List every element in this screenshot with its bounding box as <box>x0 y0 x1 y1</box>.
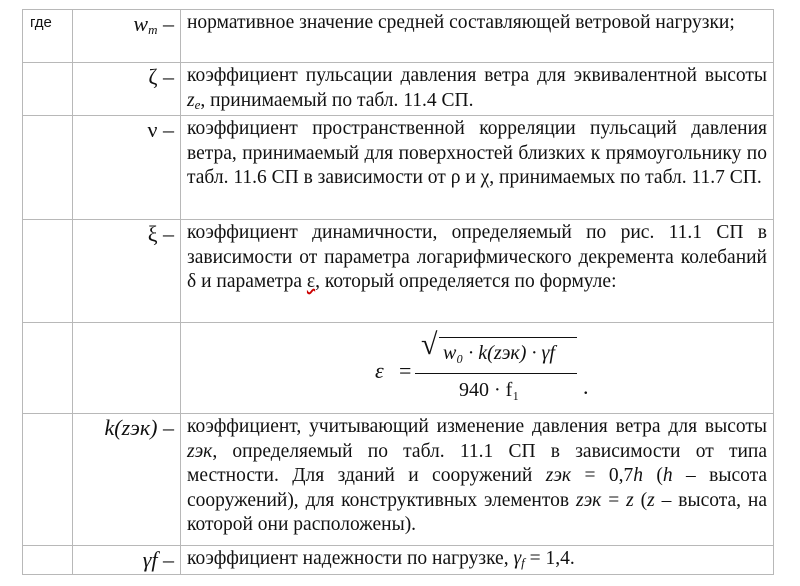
where-text: где <box>30 14 52 31</box>
var-z: z <box>187 89 195 111</box>
dash: – <box>163 64 174 89</box>
fraction-bar <box>415 373 577 374</box>
dash: – <box>163 415 174 440</box>
description-k-c: = 0,7 <box>571 465 634 486</box>
formula-cell <box>181 323 774 414</box>
var-h: h <box>633 465 643 486</box>
table-row <box>23 323 774 414</box>
symbol-xi: ξ <box>147 221 158 246</box>
description-k-b: , определяемый по табл. 11.1 СП в зависимости от типа местности. Для зданий и сооружений <box>187 440 767 486</box>
var-sub-e: e <box>194 96 201 112</box>
symbol-delta: δ <box>187 271 197 292</box>
empty-cell <box>23 220 73 323</box>
symbol-chi: χ <box>480 167 490 188</box>
description-cell <box>181 220 774 323</box>
description-gamma: коэффициент надежности по нагрузке, <box>187 548 514 569</box>
formula-period: . <box>583 374 589 399</box>
symbol-sub-f: f <box>521 555 525 570</box>
symbol-nu: ν <box>147 117 158 142</box>
symbol-k-zek: k(zэк) <box>104 415 158 440</box>
var-z: z <box>647 489 655 511</box>
sqrt-icon: √ <box>421 328 438 361</box>
description-wm: нормативное значение средней составляющей ветровой нагрузки; <box>187 12 735 33</box>
empty-cell <box>23 546 73 575</box>
description-gamma-end: = 1,4. <box>524 548 575 569</box>
var-h: h <box>662 465 673 486</box>
description-zeta-end: , принимаемый по табл. 11.4 СП. <box>200 89 474 111</box>
symbol-wm <box>133 11 157 36</box>
table-row <box>23 546 774 575</box>
description-k-f: = <box>601 489 627 511</box>
description-xi: коэффициент динамичности, определяемый по рис. 11.1 СП в зависимости от параметра логарифмического декремента колебаний <box>187 222 767 268</box>
symbol-cell <box>73 10 181 63</box>
description-xi-mid: и параметра <box>196 271 307 292</box>
description-nu-end: , принимаемых по табл. 11.7 СП. <box>489 167 762 188</box>
var-zek: zэк <box>545 465 572 486</box>
formula-denominator: 940 · f₁ <box>459 379 520 401</box>
and-word: и <box>460 167 481 188</box>
dash: – <box>163 11 174 36</box>
table-row <box>23 220 774 323</box>
description-nu: коэффициент пространственной корреляции пульсаций давления ветра, принимаемый для поверхностей близких к прямоугольнику по табл. 11.6 СП в зависимости от <box>187 118 767 188</box>
formula-radicand: w₀ · k(zэк) · γf <box>443 342 555 364</box>
description-xi-end: , который определяется по формуле: <box>315 271 617 292</box>
description-cell <box>181 116 774 220</box>
symbol-zeta: ζ <box>148 64 158 89</box>
var-zek: zэк <box>187 440 213 462</box>
empty-cell <box>73 323 181 414</box>
description-cell <box>181 63 774 116</box>
symbol-epsilon: ε <box>306 271 316 292</box>
table-row <box>23 116 774 220</box>
definitions-table <box>22 9 774 575</box>
description-zeta: коэффициент пульсации давления ветра для эквивалентной высоты <box>187 65 767 86</box>
formula-equals: = <box>399 358 412 383</box>
description-k-h: – высота, на которой они расположены). <box>187 489 768 535</box>
symbol-cell <box>73 414 181 546</box>
table-row <box>23 10 774 63</box>
symbol-cell <box>73 63 181 116</box>
formula-numerator <box>421 328 577 367</box>
dash: – <box>163 117 174 142</box>
description-cell <box>181 546 774 575</box>
empty-cell <box>23 63 73 116</box>
empty-cell <box>23 414 73 546</box>
table-row <box>23 414 774 546</box>
var-z: z <box>626 489 634 511</box>
description-k-g: ( <box>633 489 648 511</box>
symbol-cell <box>73 116 181 220</box>
symbol-cell <box>73 220 181 323</box>
description-k-e: – высота сооружений), для конструктивных элементов <box>187 465 768 511</box>
description-k: коэффициент, учитывающий изменение давления ветра для высоты <box>187 416 767 437</box>
description-cell <box>181 414 774 546</box>
table-row <box>23 63 774 116</box>
empty-cell <box>23 323 73 414</box>
symbol-w: w <box>133 11 149 36</box>
symbol-gamma-f: γf <box>142 547 158 572</box>
description-k-d: ( <box>642 465 663 486</box>
symbol-sub-m: m <box>148 22 158 37</box>
dash: – <box>163 221 174 246</box>
where-label <box>23 10 73 63</box>
empty-cell <box>23 116 73 220</box>
formula-lhs: ε <box>375 358 384 383</box>
symbol-gamma: γ <box>513 548 522 569</box>
sqrt-bar <box>439 337 577 338</box>
symbol-cell <box>73 546 181 575</box>
symbol-rho: ρ <box>450 167 461 188</box>
dash: – <box>163 547 174 572</box>
var-zek: zэк <box>575 489 602 511</box>
description-cell <box>181 10 774 63</box>
